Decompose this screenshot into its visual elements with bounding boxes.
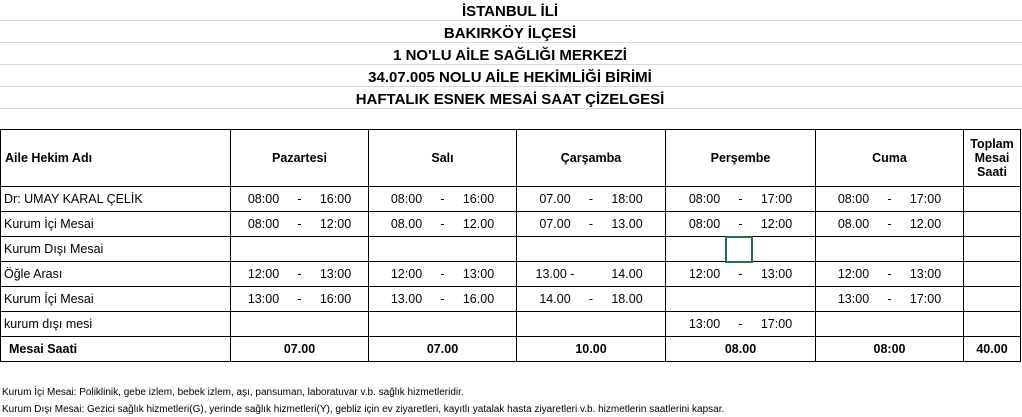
column-header-tuesday[interactable]: Salı: [369, 130, 517, 187]
column-header-wednesday[interactable]: Çarşamba: [517, 130, 666, 187]
title-district: BAKIRKÖY İLÇESİ: [443, 25, 577, 42]
total-row: [1, 337, 1021, 362]
end-time: 13:00: [760, 267, 793, 281]
start-time: 07.00: [539, 192, 571, 206]
end-time: 17:00: [760, 192, 793, 206]
start-time: 14.00: [539, 292, 571, 306]
row-label[interactable]: Öğle Arası: [1, 262, 231, 287]
end-time: 13:00: [909, 267, 942, 281]
range-dash: -: [738, 192, 743, 206]
time-range-cell[interactable]: [816, 262, 964, 287]
row-total-cell[interactable]: [964, 187, 1021, 212]
title-unit: 34.07.005 NOLU AİLE HEKİMLİĞİ BİRİMİ: [368, 69, 652, 86]
time-range: [517, 217, 665, 231]
range-dash: -: [297, 292, 302, 306]
end-time: 12.00: [909, 217, 942, 231]
time-range: [666, 317, 815, 331]
range-dash: -: [440, 267, 445, 281]
start-time: 13:00: [247, 292, 280, 306]
range-dash: -: [297, 267, 302, 281]
time-range-cell[interactable]: [666, 287, 816, 312]
range-dash: -: [588, 292, 594, 306]
day-total-cell[interactable]: 08:00: [816, 337, 964, 362]
time-range-cell[interactable]: [666, 212, 816, 237]
start-time: 08.00: [837, 217, 870, 231]
time-range-cell[interactable]: [231, 287, 369, 312]
time-range-cell[interactable]: [369, 312, 517, 337]
end-time: 18.00: [611, 292, 643, 306]
time-range: [666, 217, 815, 231]
range-dash: -: [887, 192, 892, 206]
row-label[interactable]: Kurum Dışı Mesai: [1, 237, 231, 262]
total-header-line: Toplam: [970, 137, 1014, 151]
active-cell-selection[interactable]: [725, 236, 753, 263]
column-header-monday[interactable]: Pazartesi: [231, 130, 369, 187]
time-range-cell[interactable]: [231, 212, 369, 237]
range-dash: -: [440, 217, 445, 231]
schedule-row: [1, 287, 1021, 312]
range-dash: -: [738, 317, 743, 331]
range-dash: -: [297, 217, 302, 231]
time-range: [369, 192, 516, 206]
time-range-cell[interactable]: [369, 212, 517, 237]
total-header-line: Saati: [977, 165, 1007, 179]
start-time: 13:00: [688, 317, 721, 331]
row-total-cell[interactable]: [964, 212, 1021, 237]
start-time: 13.00: [390, 292, 423, 306]
column-header-thursday[interactable]: Perşembe: [666, 130, 816, 187]
time-range-cell[interactable]: [369, 237, 517, 262]
time-range: [816, 217, 963, 231]
range-dash: -: [738, 267, 743, 281]
end-time: 17:00: [909, 292, 942, 306]
time-range-cell[interactable]: [816, 187, 964, 212]
row-label[interactable]: Mesai Saati: [1, 337, 231, 362]
end-time: 13.00: [611, 217, 643, 231]
column-header-total[interactable]: [964, 130, 1021, 187]
schedule-row: [1, 212, 1021, 237]
time-range: [517, 292, 665, 306]
end-time: 18:00: [611, 192, 643, 206]
time-range-cell[interactable]: [816, 287, 964, 312]
title-center: 1 NO'LU AİLE SAĞLIĞI MERKEZİ: [393, 47, 627, 64]
row-total-cell[interactable]: [964, 262, 1021, 287]
end-time: 13:00: [462, 267, 495, 281]
note-internal: Kurum İçi Mesai: Poliklinik, gebe izlem, bebek izlem, aşı, pansuman, laboratuvar v.b. sağlık hizmetleridir.: [2, 387, 464, 398]
time-range: [369, 217, 516, 231]
end-time: 16.00: [462, 292, 495, 306]
time-range: [231, 192, 368, 206]
time-range-cell[interactable]: [816, 237, 964, 262]
end-time: 16:00: [319, 192, 352, 206]
schedule-row: [1, 187, 1021, 212]
range-dash: -: [887, 217, 892, 231]
time-range-cell[interactable]: [666, 262, 816, 287]
start-time: 12:00: [390, 267, 423, 281]
start-time: 13:00: [837, 292, 870, 306]
time-range: [666, 267, 815, 281]
schedule-row: [1, 312, 1021, 337]
row-label[interactable]: Dr: UMAY KARAL ÇELİK: [1, 187, 231, 212]
row-total-cell[interactable]: [964, 287, 1021, 312]
time-range-cell[interactable]: [816, 312, 964, 337]
column-header-name[interactable]: Aile Hekim Adı: [1, 130, 231, 187]
time-range-cell[interactable]: [369, 287, 517, 312]
time-range-cell[interactable]: [517, 262, 666, 287]
start-time: 08:00: [247, 192, 280, 206]
time-range-cell[interactable]: [816, 212, 964, 237]
time-range: [231, 267, 368, 281]
day-total-cell[interactable]: 07.00: [231, 337, 369, 362]
start-time: 12:00: [247, 267, 280, 281]
end-time: 13:00: [319, 267, 352, 281]
note-external: Kurum Dışı Mesai: Gezici sağlık hizmetleri(G), yerinde sağlık hizmetleri(Y), gebliz için ev ziyaretleri, kayıtlı yatalak hasta ziyaretleri v.b. hizmetlerin saatlerini kapsar.: [2, 404, 725, 415]
total-header-line: Mesai: [974, 151, 1010, 165]
schedule-row: [1, 262, 1021, 287]
start-time: 08.00: [390, 217, 423, 231]
end-time: 12.00: [462, 217, 495, 231]
time-range: [517, 192, 665, 206]
time-range-cell[interactable]: [231, 237, 369, 262]
end-time: 17:00: [909, 192, 942, 206]
start-time: 12:00: [837, 267, 870, 281]
row-total-cell[interactable]: [964, 237, 1021, 262]
time-range-cell[interactable]: [231, 262, 369, 287]
start-time: 08:00: [390, 192, 423, 206]
schedule-row: [1, 237, 1021, 262]
row-label[interactable]: kurum dışı mesi: [1, 312, 231, 337]
start-time: 08:00: [247, 217, 280, 231]
header-row: [1, 130, 1021, 187]
end-time: 14.00: [611, 267, 643, 281]
start-time: 08:00: [837, 192, 870, 206]
day-total-cell[interactable]: 07.00: [369, 337, 517, 362]
time-range-cell[interactable]: [666, 187, 816, 212]
time-range: [816, 292, 963, 306]
time-range-cell[interactable]: [517, 187, 666, 212]
end-time: 16:00: [462, 192, 495, 206]
time-range: [369, 292, 516, 306]
range-dash: -: [887, 267, 892, 281]
end-time: 16:00: [319, 292, 352, 306]
start-time: 08:00: [688, 192, 721, 206]
row-total-cell[interactable]: [964, 312, 1021, 337]
start-time: 13.00 -: [535, 267, 575, 281]
day-total-cell[interactable]: 08.00: [666, 337, 816, 362]
end-time: 17:00: [760, 317, 793, 331]
time-range-cell[interactable]: [517, 287, 666, 312]
time-range: [231, 292, 368, 306]
range-dash: -: [440, 192, 445, 206]
week-total-cell[interactable]: 40.00: [964, 337, 1021, 362]
time-range-cell[interactable]: [517, 237, 666, 262]
column-header-friday[interactable]: Cuma: [816, 130, 964, 187]
range-dash: -: [440, 292, 445, 306]
time-range: [231, 217, 368, 231]
day-total-cell[interactable]: 10.00: [517, 337, 666, 362]
range-dash: -: [588, 192, 594, 206]
range-dash: -: [887, 292, 892, 306]
range-dash: -: [297, 192, 302, 206]
time-range-cell[interactable]: [231, 187, 369, 212]
time-range-cell[interactable]: [369, 187, 517, 212]
time-range: [816, 192, 963, 206]
title-province: İSTANBUL İLİ: [461, 3, 559, 20]
start-time: 07.00: [539, 217, 571, 231]
time-range: [517, 267, 665, 281]
row-label[interactable]: Kurum İçi Mesai: [1, 287, 231, 312]
end-time: 12:00: [319, 217, 352, 231]
time-range: [666, 192, 815, 206]
start-time: 12:00: [688, 267, 721, 281]
time-range-cell[interactable]: [517, 212, 666, 237]
time-range: [369, 267, 516, 281]
time-range-cell[interactable]: [369, 262, 517, 287]
range-dash: -: [588, 217, 594, 231]
time-range-cell[interactable]: [231, 312, 369, 337]
time-range-cell[interactable]: [666, 312, 816, 337]
end-time: 12:00: [760, 217, 793, 231]
time-range: [816, 267, 963, 281]
range-dash: -: [738, 217, 743, 231]
title-schedule: HAFTALIK ESNEK MESAİ SAAT ÇİZELGESİ: [355, 91, 665, 108]
start-time: 08:00: [688, 217, 721, 231]
time-range-cell[interactable]: [517, 312, 666, 337]
row-label[interactable]: Kurum İçi Mesai: [1, 212, 231, 237]
schedule-table: [0, 129, 1021, 362]
